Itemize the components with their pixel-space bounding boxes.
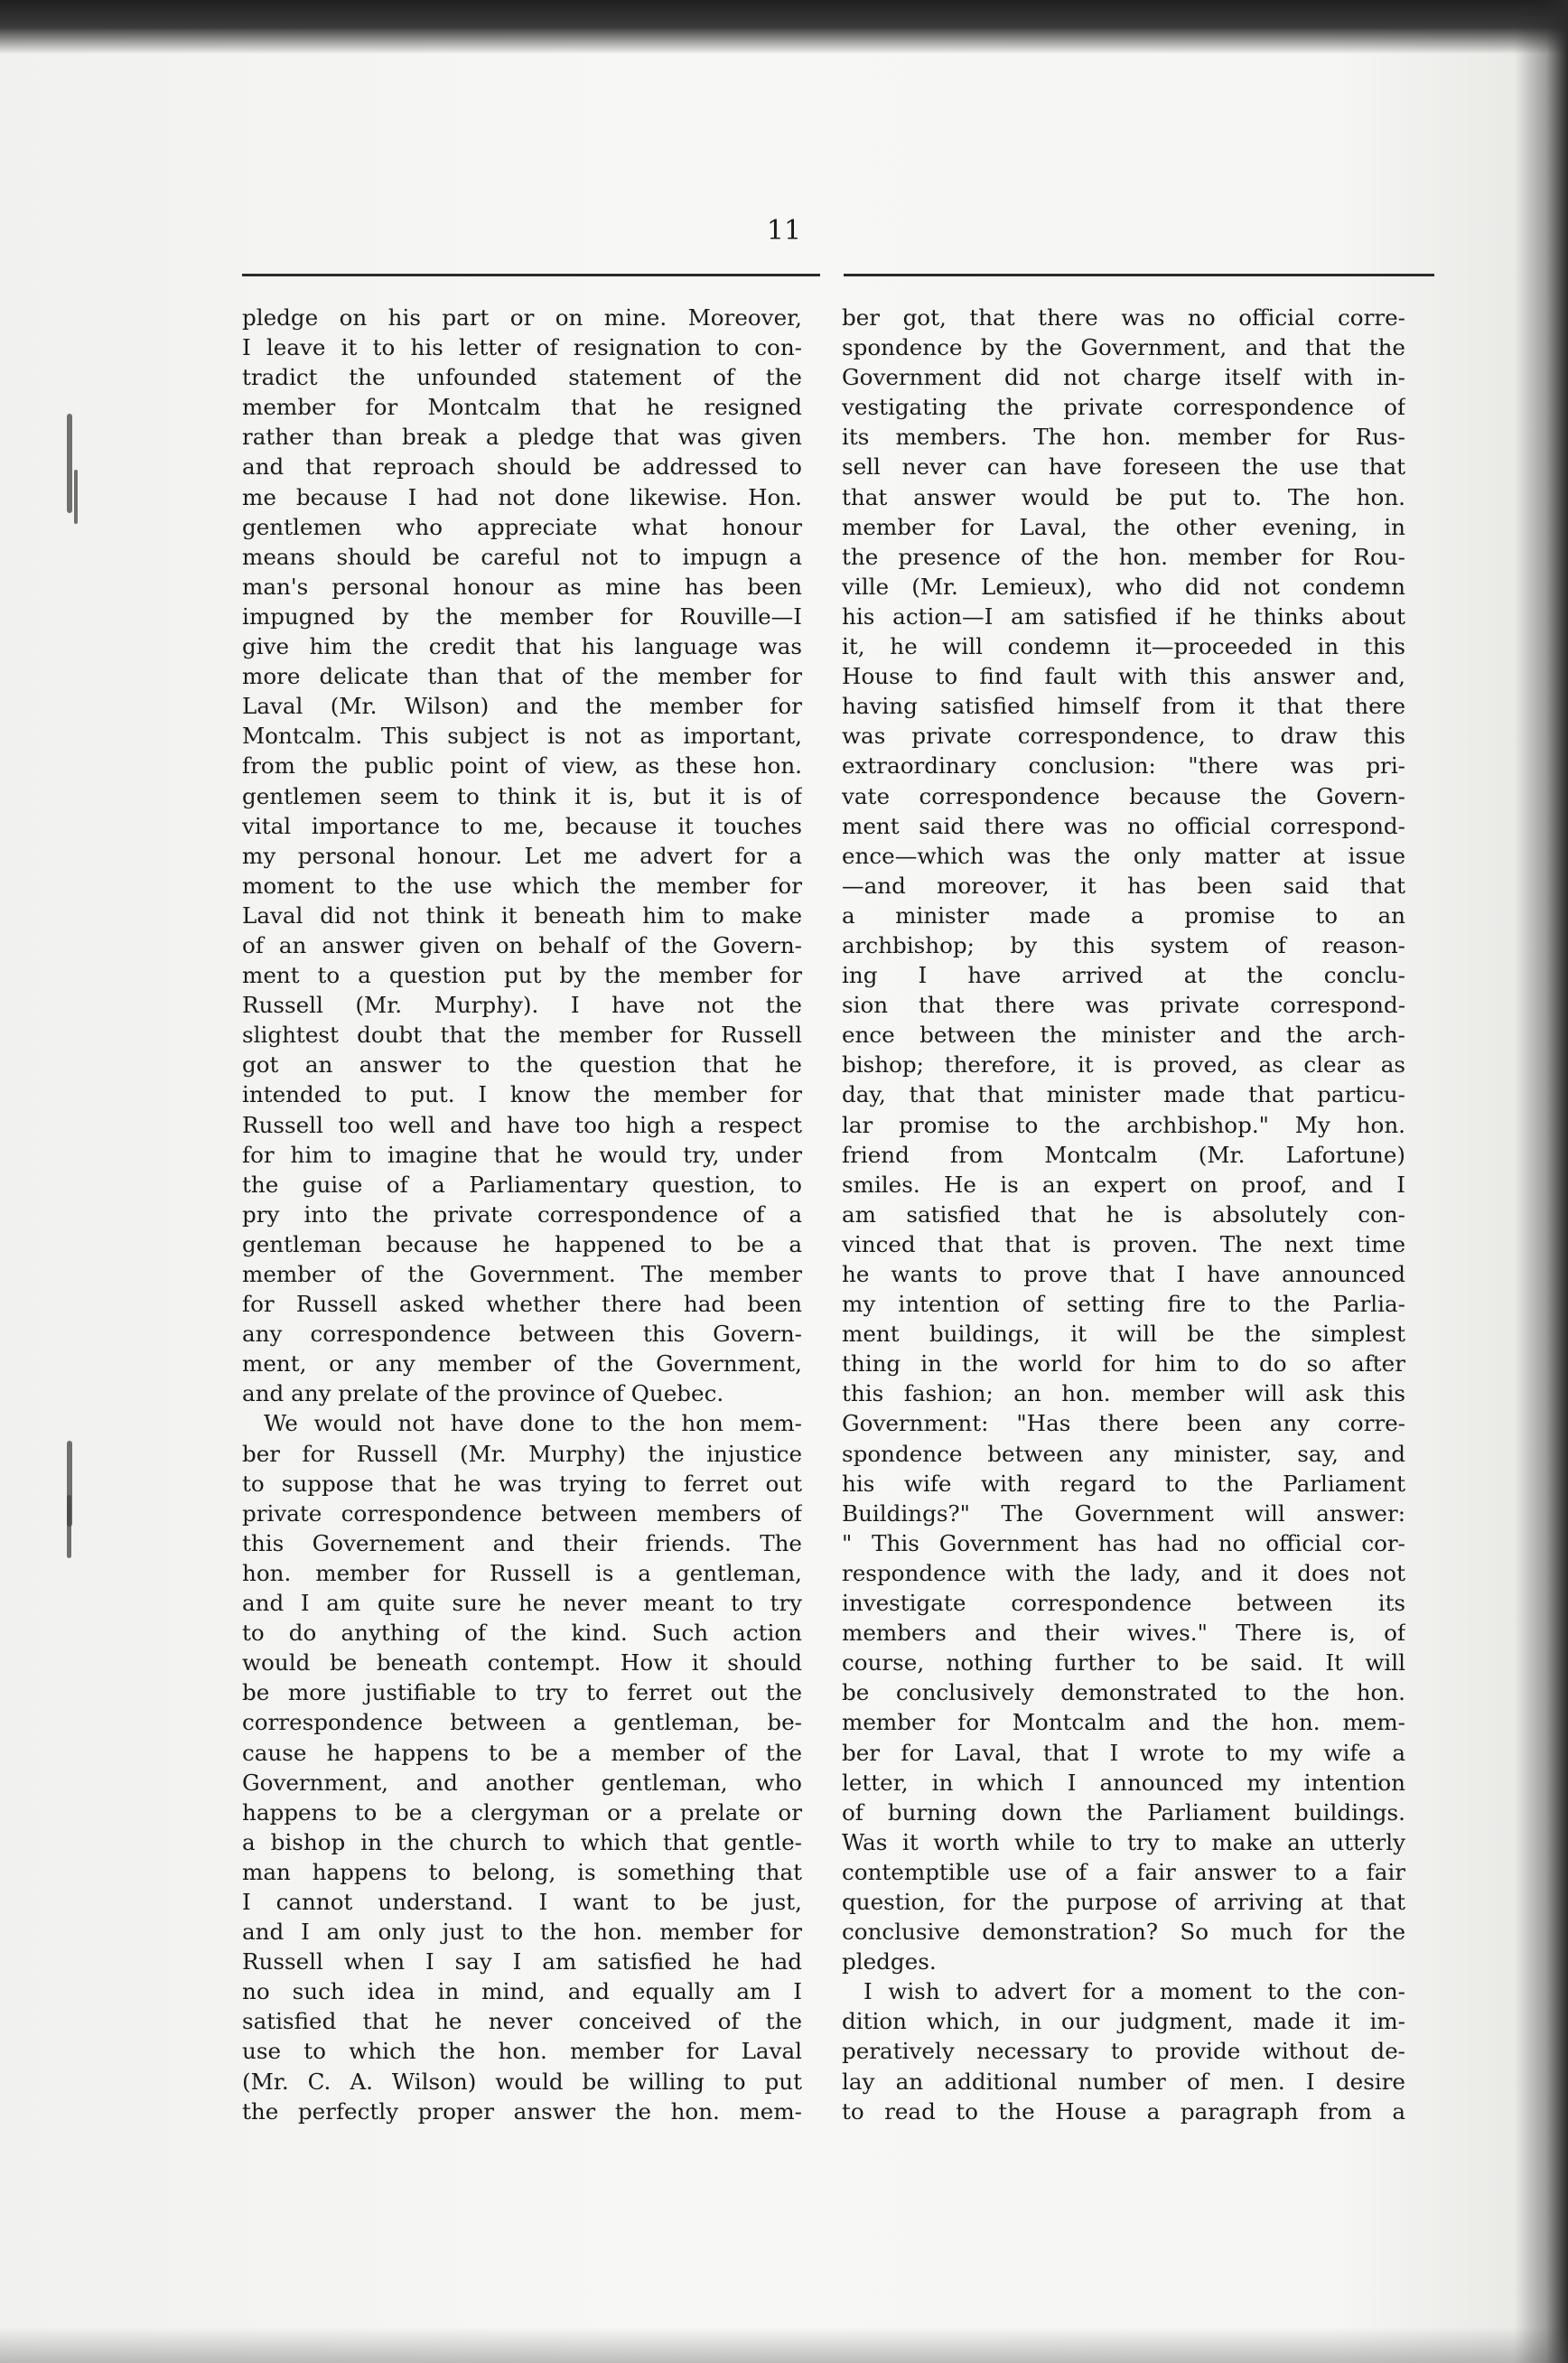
text-line: gentleman because he happened to be a xyxy=(242,1230,802,1257)
text-line: spondence between any minister, say, and xyxy=(842,1440,1405,1467)
text-line: ence—which was the only matter at issue xyxy=(842,842,1405,869)
text-line: lay an additional number of men. I desire xyxy=(842,2068,1405,2095)
text-line: ing I have arrived at the conclu- xyxy=(842,962,1405,989)
text-line: he wants to prove that I have announced xyxy=(842,1261,1405,1287)
text-line: sion that there was private correspond- xyxy=(842,992,1405,1019)
text-line: pledges. xyxy=(842,1948,937,1975)
text-line: hon. member for Russell is a gentleman, xyxy=(242,1559,802,1586)
text-line: happens to be a clergyman or a prelate or xyxy=(242,1798,802,1826)
text-line: ment buildings, it will be the simplest xyxy=(842,1321,1405,1348)
text-line: give him the credit that his language was xyxy=(242,633,802,660)
text-line: dition which, in our judgment, made it im- xyxy=(842,2008,1405,2035)
text-line: spondence by the Government, and that the xyxy=(842,334,1405,361)
text-line: We would not have done to the hon mem- xyxy=(264,1410,802,1437)
text-line: (Mr. C. A. Wilson) would be willing to put xyxy=(242,2068,802,2095)
text-line: Montcalm. This subject is not as important, xyxy=(242,723,802,750)
text-line: I cannot understand. I want to be just, xyxy=(242,1888,802,1915)
text-line: ment said there was no official correspond- xyxy=(842,812,1405,839)
header-rule-left xyxy=(242,274,820,276)
text-line: got an answer to the question that he xyxy=(242,1051,802,1079)
text-line: and I am quite sure he never meant to try xyxy=(242,1590,802,1617)
text-line: question, for the purpose of arriving at that xyxy=(842,1888,1405,1915)
text-line: lar promise to the archbishop." My hon. xyxy=(842,1111,1405,1138)
text-line: Buildings?" The Government will answer: xyxy=(842,1499,1405,1527)
text-line: cause he happens to be a member of the xyxy=(242,1739,802,1766)
text-line: ence between the minister and the arch- xyxy=(842,1022,1405,1049)
binding-mark xyxy=(67,1495,71,1558)
text-line: gentlemen who appreciate what honour xyxy=(242,513,802,540)
text-line: conclusive demonstration? So much for the xyxy=(842,1919,1405,1946)
text-line: ber got, that there was no official corre- xyxy=(842,304,1405,331)
text-line: means should be careful not to impugn a xyxy=(242,543,802,570)
text-line: gentlemen seem to think it is, but it is of xyxy=(242,782,802,809)
text-line: member for Laval, the other evening, in xyxy=(842,513,1405,540)
text-line: tradict the unfounded statement of the xyxy=(242,364,802,391)
text-line: ment to a question put by the member for xyxy=(242,962,802,989)
text-line: Russell too well and have too high a respect xyxy=(242,1111,802,1138)
text-line: ber for Laval, that I wrote to my wife a xyxy=(842,1739,1405,1766)
text-line: Laval did not think it beneath him to make xyxy=(242,901,802,929)
scan-bottom-edge xyxy=(0,2327,1568,2363)
text-line: respondence with the lady, and it does not xyxy=(842,1559,1405,1586)
text-line: am satisfied that he is absolutely con- xyxy=(842,1200,1405,1228)
text-line: more delicate than that of the member for xyxy=(242,663,802,690)
text-line: peratively necessary to provide without de- xyxy=(842,2038,1405,2065)
text-line: use to which the hon. member for Laval xyxy=(242,2038,802,2065)
text-line: for Russell asked whether there had been xyxy=(242,1291,802,1318)
text-line: and I am only just to the hon. member for xyxy=(242,1919,802,1946)
text-line: was private correspondence, to draw this xyxy=(842,723,1405,750)
text-line: pledge on his part or on mine. Moreover, xyxy=(242,304,802,331)
text-line: any correspondence between this Govern- xyxy=(242,1321,802,1348)
text-line: be more justifiable to try to ferret out the xyxy=(242,1679,802,1706)
text-line: course, nothing further to be said. It will xyxy=(842,1649,1405,1677)
text-line: Was it worth while to try to make an utterly xyxy=(842,1828,1405,1855)
text-line: contemptible use of a fair answer to a fair xyxy=(842,1858,1405,1885)
text-line: ment, or any member of the Government, xyxy=(242,1350,802,1378)
text-line: vate correspondence because the Govern- xyxy=(842,782,1405,809)
text-line: friend from Montcalm (Mr. Lafortune) xyxy=(842,1141,1405,1168)
text-line: for him to imagine that he would try, under xyxy=(242,1141,802,1168)
text-line: Russell (Mr. Murphy). I have not the xyxy=(242,992,802,1019)
text-line: me because I had not done likewise. Hon. xyxy=(242,483,802,510)
text-line: of an answer given on behalf of the Govern- xyxy=(242,931,802,958)
text-line: my intention of setting fire to the Parlia- xyxy=(842,1291,1405,1318)
text-line: " This Government has had no official cor- xyxy=(842,1529,1405,1556)
text-line: intended to put. I know the member for xyxy=(242,1081,802,1108)
text-line: a bishop in the church to which that gentle- xyxy=(242,1828,802,1855)
text-line: I leave it to his letter of resignation to con- xyxy=(242,334,802,361)
text-line: to read to the House a paragraph from a xyxy=(842,2097,1405,2125)
text-line: rather than break a pledge that was given xyxy=(242,424,802,451)
text-line: correspondence between a gentleman, be- xyxy=(242,1709,802,1736)
text-line: ber for Russell (Mr. Murphy) the injustice xyxy=(242,1440,802,1467)
text-line: I wish to advert for a moment to the con- xyxy=(863,1978,1405,2005)
text-line: the perfectly proper answer the hon. mem- xyxy=(242,2097,802,2125)
text-line: my personal honour. Let me advert for a xyxy=(242,842,802,869)
text-line: letter, in which I announced my intention xyxy=(842,1769,1405,1796)
text-line: Government: "Has there been any corre- xyxy=(842,1410,1405,1437)
text-line: member for Montcalm that he resigned xyxy=(242,394,802,421)
text-line: his wife with regard to the Parliament xyxy=(842,1470,1405,1497)
text-line: slightest doubt that the member for Russell xyxy=(242,1022,802,1049)
text-line: archbishop; by this system of reason- xyxy=(842,931,1405,958)
text-line: man's personal honour as mine has been xyxy=(242,573,802,600)
text-line: members and their wives." There is, of xyxy=(842,1620,1405,1647)
text-line: this Governement and their friends. The xyxy=(242,1529,802,1556)
text-line: —and moreover, it has been said that xyxy=(842,872,1405,899)
text-line: would be beneath contempt. How it should xyxy=(242,1649,802,1677)
text-line: extraordinary conclusion: "there was pri- xyxy=(842,752,1405,780)
text-line: day, that that minister made that particu- xyxy=(842,1081,1405,1108)
text-line: member for Montcalm and the hon. mem- xyxy=(842,1709,1405,1736)
text-line: a minister made a promise to an xyxy=(842,901,1405,929)
text-line: vestigating the private correspondence of xyxy=(842,394,1405,421)
page-number: 11 xyxy=(766,215,802,247)
text-line: his action—I am satisfied if he thinks about xyxy=(842,602,1405,630)
text-line: the presence of the hon. member for Rou- xyxy=(842,543,1405,570)
text-line: Government did not charge itself with in- xyxy=(842,364,1405,391)
scan-top-edge xyxy=(0,0,1568,54)
text-line: and any prelate of the province of Quebec. xyxy=(242,1380,724,1407)
text-line: Russell when I say I am satisfied he had xyxy=(242,1948,802,1975)
text-line: no such idea in mind, and equally am I xyxy=(242,1978,802,2005)
left-text-column xyxy=(242,303,802,2126)
text-line: the guise of a Parliamentary question, to xyxy=(242,1171,802,1198)
text-line: investigate correspondence between its xyxy=(842,1590,1405,1617)
text-line: smiles. He is an expert on proof, and I xyxy=(842,1171,1405,1198)
text-line: and that reproach should be addressed to xyxy=(242,453,802,481)
text-line: vital importance to me, because it touches xyxy=(242,812,802,839)
scan-right-edge xyxy=(1514,0,1568,2363)
text-line: sell never can have foreseen the use that xyxy=(842,453,1405,481)
text-line: thing in the world for him to do so after xyxy=(842,1350,1405,1378)
text-line: Government, and another gentleman, who xyxy=(242,1769,802,1796)
header-rule-right xyxy=(844,274,1434,276)
binding-mark xyxy=(74,470,78,524)
text-line: from the public point of view, as these hon. xyxy=(242,752,802,780)
text-line: that answer would be put to. The hon. xyxy=(842,483,1405,510)
text-line: member of the Government. The member xyxy=(242,1261,802,1287)
text-line: its members. The hon. member for Rus- xyxy=(842,424,1405,451)
text-line: moment to the use which the member for xyxy=(242,872,802,899)
text-line: it, he will condemn it—proceeded in this xyxy=(842,633,1405,660)
text-line: impugned by the member for Rouville—I xyxy=(242,602,802,630)
text-line: to suppose that he was trying to ferret out xyxy=(242,1470,802,1497)
text-line: this fashion; an hon. member will ask this xyxy=(842,1380,1405,1407)
right-text-column xyxy=(842,303,1405,2126)
text-line: ville (Mr. Lemieux), who did not condemn xyxy=(842,573,1405,600)
text-line: be conclusively demonstrated to the hon. xyxy=(842,1679,1405,1706)
text-line: satisfied that he never conceived of the xyxy=(242,2008,802,2035)
text-line: man happens to belong, is something that xyxy=(242,1858,802,1885)
text-line: House to find fault with this answer and, xyxy=(842,663,1405,690)
text-line: vinced that that is proven. The next time xyxy=(842,1230,1405,1257)
text-line: Laval (Mr. Wilson) and the member for xyxy=(242,693,802,720)
text-line: pry into the private correspondence of a xyxy=(242,1200,802,1228)
text-line: bishop; therefore, it is proved, as clear as xyxy=(842,1051,1405,1079)
text-line: private correspondence between members of xyxy=(242,1499,802,1527)
binding-mark xyxy=(67,414,72,513)
text-line: of burning down the Parliament buildings. xyxy=(842,1798,1405,1826)
text-line: to do anything of the kind. Such action xyxy=(242,1620,802,1647)
text-line: having satisfied himself from it that there xyxy=(842,693,1405,720)
